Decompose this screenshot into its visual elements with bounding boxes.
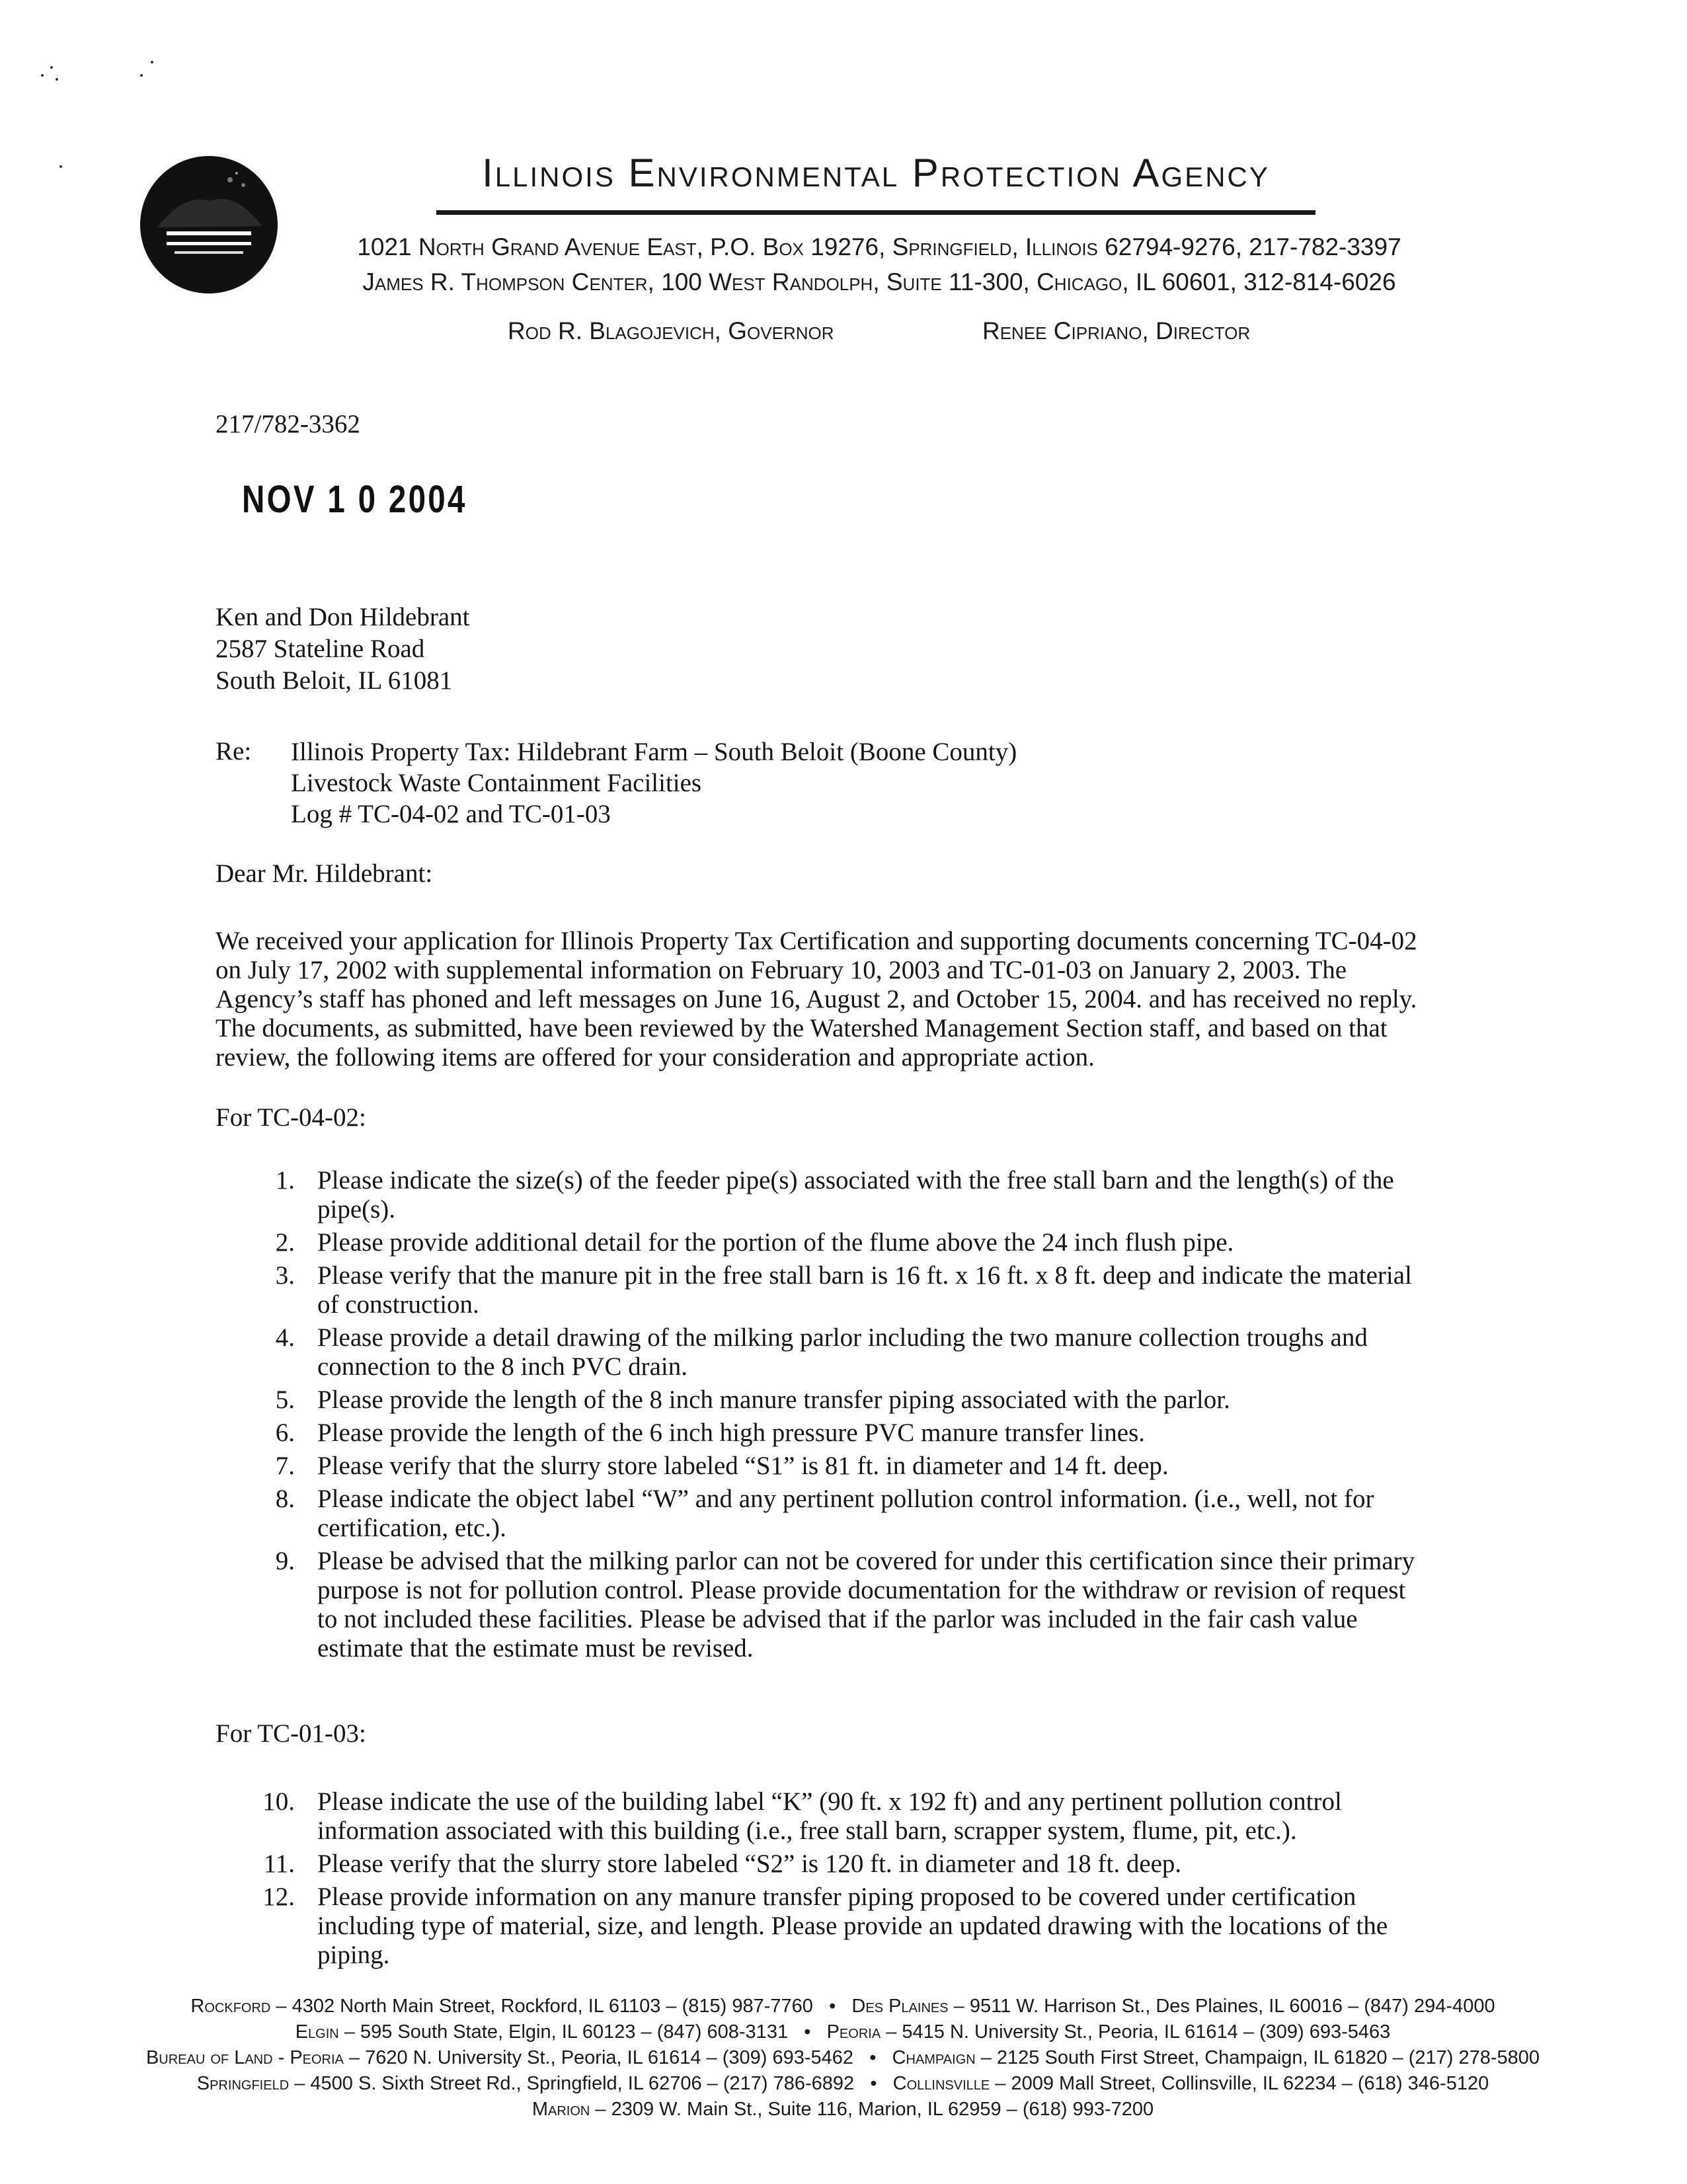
list-item xyxy=(251,1883,1534,1970)
item-number: 5. xyxy=(275,1385,295,1414)
item-number: 8. xyxy=(275,1485,295,1513)
item-number: 4. xyxy=(275,1323,295,1352)
office-city: Champaign xyxy=(892,2047,976,2068)
director-name: Renee Cipriano, Director xyxy=(982,317,1251,344)
office-detail: – 4500 S. Sixth Street Rd., Springfield, IL 62706 – (217) 786-6892 xyxy=(289,2073,855,2094)
scan-speck xyxy=(59,165,62,168)
list-item xyxy=(251,1419,1534,1448)
office-detail: – 7620 N. University St., Peoria, IL 61614 – (309) 693-5462 xyxy=(343,2047,854,2068)
item-line: information associated with this building (i.e., free stall barn, scrapper system, flume, pit, etc.). xyxy=(317,1816,1297,1845)
office-detail: – 4302 North Main Street, Rockford, IL 61103 – (815) 987-7760 xyxy=(270,1996,813,2017)
recipient-name: Ken and Don Hildebrant xyxy=(216,603,470,631)
item-line: Please indicate the size(s) of the feeder pipe(s) associated with the free stall barn and the length(s) of the xyxy=(317,1166,1394,1194)
item-line: Please provide additional detail for the portion of the flume above the 24 inch flush pipe. xyxy=(317,1228,1234,1257)
item-number: 11. xyxy=(263,1850,295,1878)
list-item xyxy=(251,1261,1534,1319)
office-detail: – 5415 N. University St., Peoria, IL 61614 – (309) 693-5463 xyxy=(881,2021,1391,2043)
section-heading-tc-04-02: For TC-04-02: xyxy=(216,1103,366,1132)
item-line: Please indicate the use of the building label “K” (90 ft. x 192 ft) and any pertinent pollution control xyxy=(317,1787,1342,1816)
item-line: piping. xyxy=(317,1941,390,1969)
item-number: 9. xyxy=(275,1547,295,1575)
office-detail: – 2125 South First Street, Champaign, IL 61820 – (217) 278-5800 xyxy=(975,2047,1540,2068)
item-line: connection to the 8 inch PVC drain. xyxy=(317,1352,687,1381)
item-line: of construction. xyxy=(317,1290,479,1319)
agency-name: Illinois Environmental Protection Agency xyxy=(482,151,1270,195)
re-line: Log # TC-04-02 and TC-01-03 xyxy=(291,800,611,828)
item-line: Please provide a detail drawing of the milking parlor including the two manure collection troughs and xyxy=(317,1323,1368,1352)
item-number: 2. xyxy=(275,1228,295,1257)
footer-row xyxy=(66,2045,1620,2071)
item-line: Please provide the length of the 8 inch manure transfer piping associated with the parlor. xyxy=(317,1385,1230,1414)
recipient-city: South Beloit, IL 61081 xyxy=(216,666,453,695)
list-item xyxy=(251,1385,1534,1415)
item-line: purpose is not for pollution control. Please provide documentation for the withdraw or revision of request xyxy=(317,1576,1406,1604)
re-line: Livestock Waste Containment Facilities xyxy=(291,769,702,797)
office-detail: – 2009 Mall Street, Collinsville, IL 62234 – (618) 346-5120 xyxy=(990,2073,1489,2094)
letterhead-rule xyxy=(436,210,1315,215)
item-line: Please be advised that the milking parlor can not be covered for under this certification since their primary xyxy=(317,1547,1415,1575)
recipient-street: 2587 Stateline Road xyxy=(216,635,425,663)
item-line: certification, etc.). xyxy=(317,1514,506,1542)
list-item xyxy=(251,1452,1534,1481)
office-directory-footer xyxy=(66,1994,1620,2123)
scan-speck xyxy=(41,74,44,77)
letterhead-address-chicago: James R. Thompson Center, 100 West Randolph, Suite 11-300, Chicago, IL 60601, 312-814-6026 xyxy=(362,268,1396,295)
bullet-separator: • xyxy=(870,2073,877,2094)
item-line: Please verify that the manure pit in the free stall barn is 16 ft. x 16 ft. x 8 ft. deep and indicate the material xyxy=(317,1261,1412,1290)
recipient-address xyxy=(216,602,469,697)
office-city: Peoria xyxy=(826,2021,881,2043)
office-city: Des Plaines xyxy=(851,1996,949,2017)
scan-speck xyxy=(151,61,153,63)
footer-row xyxy=(66,2071,1620,2097)
list-item xyxy=(251,1787,1534,1846)
item-number: 12. xyxy=(262,1883,295,1911)
bullet-separator: • xyxy=(869,2047,877,2068)
list-item xyxy=(251,1228,1534,1257)
office-detail: – 2309 W. Main St., Suite 116, Marion, IL 62959 – (618) 993-7200 xyxy=(590,2099,1154,2120)
items-list-tc-01-03 xyxy=(251,1787,1534,1974)
office-detail: – 9511 W. Harrison St., Des Plaines, IL 60016 – (847) 294-4000 xyxy=(948,1996,1495,2017)
footer-row xyxy=(66,2097,1620,2123)
re-subject xyxy=(291,736,1017,830)
section-heading-tc-01-03: For TC-01-03: xyxy=(216,1719,366,1748)
letterhead-address-springfield: 1021 North Grand Avenue East, P.O. Box 19276, Springfield, Illinois 62794-9276, 217-782-3397 xyxy=(357,233,1401,260)
scan-speck xyxy=(56,78,58,81)
office-city: Elgin xyxy=(295,2021,339,2043)
bullet-separator: • xyxy=(804,2021,811,2043)
date-stamp: NOV 1 0 2004 xyxy=(242,478,467,521)
item-number: 10. xyxy=(262,1787,295,1816)
office-city: Collinsville xyxy=(892,2073,990,2094)
item-line: to not included these facilities. Please be advised that if the parlor was included in the fair cash value xyxy=(317,1605,1358,1633)
paragraph-line: The documents, as submitted, have been reviewed by the Watershed Management Section staff, and based on that xyxy=(216,1014,1388,1042)
paragraph-line: review, the following items are offered for your consideration and appropriate action. xyxy=(216,1043,1095,1072)
footer-row xyxy=(66,2019,1620,2045)
item-line: Please verify that the slurry store labeled “S2” is 120 ft. in diameter and 18 ft. deep. xyxy=(317,1850,1182,1878)
item-line: Please verify that the slurry store labeled “S1” is 81 ft. in diameter and 14 ft. deep. xyxy=(317,1452,1169,1480)
paragraph-line: We received your application for Illinois Property Tax Certification and supporting documents concerning TC-04-02 xyxy=(216,927,1417,955)
letterhead-officials xyxy=(508,317,1301,350)
item-line: Please provide information on any manure transfer piping proposed to be covered under certification xyxy=(317,1883,1356,1911)
list-item xyxy=(251,1323,1534,1382)
item-number: 6. xyxy=(275,1419,295,1447)
paragraph-line: Agency’s staff has phoned and left messages on June 16, August 2, and October 15, 2004. and has received no reply. xyxy=(216,985,1417,1013)
list-item xyxy=(251,1547,1534,1663)
office-city: Rockford xyxy=(190,1996,271,2017)
re-label: Re: xyxy=(216,737,252,765)
re-line: Illinois Property Tax: Hildebrant Farm – South Beloit (Boone County) xyxy=(291,738,1017,766)
office-detail: – 595 South State, Elgin, IL 60123 – (847) 608-3131 xyxy=(338,2021,789,2043)
paragraph-line: on July 17, 2002 with supplemental information on February 10, 2003 and TC-01-03 on January 2, 2003. The xyxy=(216,956,1347,984)
item-line: pipe(s). xyxy=(317,1195,396,1224)
intro-paragraph xyxy=(216,927,1531,1072)
item-number: 1. xyxy=(275,1166,295,1194)
list-item xyxy=(251,1485,1534,1543)
office-city: Marion xyxy=(531,2099,590,2120)
item-number: 3. xyxy=(275,1261,295,1290)
office-city: Springfield xyxy=(196,2073,290,2094)
reference-phone: 217/782-3362 xyxy=(216,410,360,438)
item-number: 7. xyxy=(275,1452,295,1480)
scan-speck xyxy=(140,74,143,77)
footer-row xyxy=(66,1994,1620,2019)
office-city: Bureau of Land - Peoria xyxy=(145,2047,344,2068)
items-list-tc-04-02 xyxy=(251,1166,1534,1667)
agency-seal-logo xyxy=(137,153,280,296)
item-line: Please provide the length of the 6 inch high pressure PVC manure transfer lines. xyxy=(317,1419,1146,1447)
list-item xyxy=(251,1166,1534,1224)
scan-speck xyxy=(50,66,53,69)
governor-name: Rod R. Blagojevich, Governor xyxy=(508,317,834,344)
item-line: Please indicate the object label “W” and any pertinent pollution control information. (i.e., well, not for xyxy=(317,1485,1374,1513)
item-line: estimate that the estimate must be revised. xyxy=(317,1634,754,1662)
item-line: including type of material, size, and length. Please provide an updated drawing with the locations of the xyxy=(317,1912,1388,1940)
bullet-separator: • xyxy=(829,1996,836,2017)
salutation: Dear Mr. Hildebrant: xyxy=(216,859,433,888)
list-item xyxy=(251,1850,1534,1879)
